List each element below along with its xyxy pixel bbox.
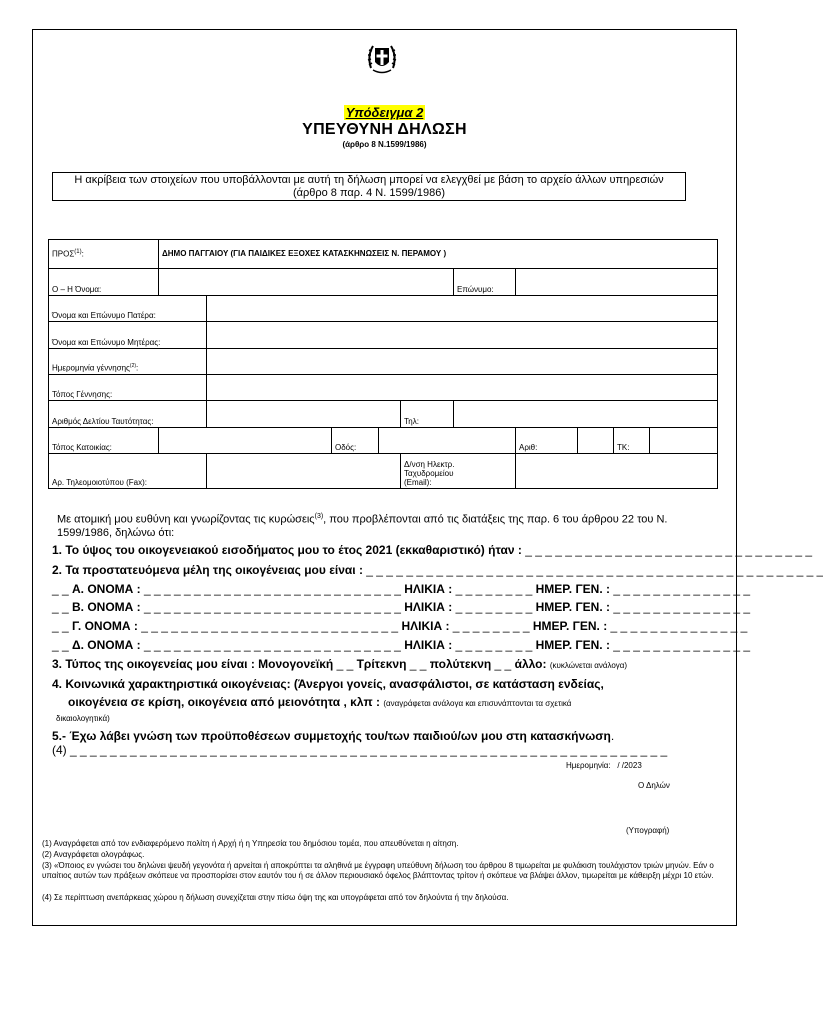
number-field[interactable] <box>578 428 614 454</box>
id-field[interactable] <box>207 401 401 428</box>
mother-label: Όνομα και Επώνυμο Μητέρας: <box>49 322 207 349</box>
notice-line-2: (άρθρο 8 παρ. 4 Ν. 1599/1986) <box>292 187 446 199</box>
declaration-intro: Με ατομική μου ευθύνη και γνωρίζοντας τις κυρώσεις$^{(3)}$, που προβλέπονται από τις διατάξεις της παρ. 6 του άρθρου 22 του Ν. 1599/1986, δηλώνω ότι: <box>57 513 668 539</box>
id-label: Αριθμός Δελτίου Ταυτότητας: <box>49 401 207 428</box>
zip-label: ΤΚ: <box>614 428 650 454</box>
greek-coat-of-arms-icon <box>365 40 399 76</box>
footnote-1: (1) Αναγράφεται από τον ενδιαφερόμενο πολίτη ή Αρχή ή η Υπηρεσία του δημόσιου τομέα, που απευθύνεται η αίτηση. <box>42 839 459 848</box>
template-hint: Υπόδειγμα 2 <box>345 105 424 120</box>
item-social-line-1: 4. Κοινωνικά χαρακτηριστικά οικογένειας: (Άνεργοι γονείς, ανασφάλιστοι, σε κατάσταση ενδείας, <box>52 677 604 691</box>
surname-field[interactable] <box>516 269 718 296</box>
residence-field[interactable] <box>159 428 332 454</box>
item-social-note: δικαιολογητικά) <box>56 714 110 723</box>
to-label: ΠΡΟΣ$^{(1)}$: <box>49 240 159 269</box>
name-label: Ο – Η Όνομα: <box>49 269 159 296</box>
birthplace-label: Τόπος Γέννησης: <box>49 375 207 401</box>
member-row-d[interactable]: _ _ Δ. ΟΝΟΜΑ : _ _ _ _ _ _ _ _ _ _ _ _ _ _ _ _ _ _ _ _ _ _ _ _ _ _ ΗΛΙΚΙΑ : _ _ _ _ _ _ _ _ ΗΜΕΡ. ΓΕΝ. : _ _ _ _ _ _ _ _ _ _ _ _ _ _ <box>52 638 751 652</box>
number-label: Αριθ: <box>516 428 578 454</box>
item-income[interactable]: 1. Το ύψος του οικογενειακού εισοδήματος μου το έτος 2021 (εκκαθαριστικό) ήταν : _ _ _ _ _ _ _ _ _ _ _ _ _ _ _ _ _ _ _ _ _ _ _ _ _ _ _ _ _ <box>52 543 813 557</box>
residence-label: Τόπος Κατοικίας: <box>49 428 159 454</box>
page-title: ΥΠΕΥΘΥΝΗ ΔΗΛΩΣΗ <box>302 121 467 138</box>
signature-label: (Υπογραφή) <box>626 826 670 835</box>
footnote-3: (3) «Όποιος εν γνώσει του δηλώνει ψευδή γεγονότα ή αρνείται ή αποκρύπτει τα αληθινά με έγγραφη υπεύθυνη δήλωση του άρθρου 8 τιμωρείται με φυλάκιση τουλάχιστον τριών μηνών. Εάν ο υπαίτιος αυτών των πράξεων σκόπευε να προσπορίσει στον εαυτόν του ή σε άλλον περιουσιακό όφελος βλάπτοντας τρίτον ή σκόπευε να βλάψει άλλον, τιμωρείται με κάθειρξη μέχρι 10 ετών. <box>42 861 714 880</box>
member-row-a[interactable]: _ _ Α. ΟΝΟΜΑ : _ _ _ _ _ _ _ _ _ _ _ _ _ _ _ _ _ _ _ _ _ _ _ _ _ _ ΗΛΙΚΙΑ : _ _ _ _ _ _ _ _ ΗΜΕΡ. ΓΕΝ. : _ _ _ _ _ _ _ _ _ _ _ _ _ _ <box>52 582 751 596</box>
footnote-2: (2) Αναγράφεται ολογράφως. <box>42 850 145 859</box>
page-subtitle: (άρθρο 8 Ν.1599/1986) <box>342 140 427 149</box>
item-members: 2. Τα προστατευόμενα μέλη της οικογένειας μου είναι : _ _ _ _ _ _ _ _ _ _ _ _ _ _ _ _ _ _ _ _ _ _ _ _ _ _ _ _ _ _ _ _ _ _ _ _ _ _ _ _ _ _ _ _ _ _ <box>52 563 823 577</box>
footnote-4: (4) Σε περίπτωση ανεπάρκειας χώρου η δήλωση συνεχίζεται στην πίσω όψη της και υπογράφεται από τον δηλούντα ή την δηλούσα. <box>42 893 509 902</box>
zip-field[interactable] <box>650 428 718 454</box>
member-row-c[interactable]: _ _ Γ. ΟΝΟΜΑ : _ _ _ _ _ _ _ _ _ _ _ _ _ _ _ _ _ _ _ _ _ _ _ _ _ _ ΗΛΙΚΙΑ : _ _ _ _ _ _ _ _ ΗΜΕΡ. ΓΕΝ. : _ _ _ _ _ _ _ _ _ _ _ _ _ _ <box>52 619 748 633</box>
street-label: Οδός: <box>332 428 379 454</box>
street-field[interactable] <box>379 428 516 454</box>
surname-label: Επώνυμο: <box>454 269 516 296</box>
personal-details-form <box>48 239 718 489</box>
birthplace-field[interactable] <box>207 375 718 401</box>
declarant-label: Ο Δηλών <box>638 781 670 790</box>
father-label: Όνομα και Επώνυμο Πατέρα: <box>49 296 207 322</box>
date-field[interactable]: Ημερομηνία: / /2023 <box>566 761 642 770</box>
item-acknowledgement-ref: (4) _ _ _ _ _ _ _ _ _ _ _ _ _ _ _ _ _ _ _ _ _ _ _ _ _ _ _ _ _ _ _ _ _ _ _ _ _ _ _ _ _ _ _ _ _ _ _ _ _ _ _ _ _ _ _ _ _ _ _ _ <box>52 743 668 757</box>
father-field[interactable] <box>207 296 718 322</box>
fax-field[interactable] <box>207 454 401 489</box>
name-field[interactable] <box>159 269 454 296</box>
item-social-line-2[interactable]: οικογένεια σε κρίση, οικογένεια από μειονότητα , κλπ : (αναγράφεται ανάλογα και επισυνάπτονται τα σχετικά <box>68 695 572 709</box>
verification-notice <box>52 172 686 201</box>
mother-field[interactable] <box>207 322 718 349</box>
birthdate-label: Ημερομηνία γέννησης$^{(2)}$: <box>49 349 207 375</box>
item-family-type[interactable]: 3. Τύπος της οικογενείας μου είναι : Μονογονεϊκή _ _ Τρίτεκνη _ _ πολύτεκνη _ _ άλλο: (κυκλώνεται ανάλογα) <box>52 657 628 671</box>
member-row-b[interactable]: _ _ Β. ΟΝΟΜΑ : _ _ _ _ _ _ _ _ _ _ _ _ _ _ _ _ _ _ _ _ _ _ _ _ _ _ ΗΛΙΚΙΑ : _ _ _ _ _ _ _ _ ΗΜΕΡ. ΓΕΝ. : _ _ _ _ _ _ _ _ _ _ _ _ _ _ <box>52 600 751 614</box>
item-acknowledgement: 5.- Έχω λάβει γνώση των προϋποθέσεων συμμετοχής του/των παιδιού/ων μου στη κατασκήνωση. <box>52 729 615 743</box>
notice-line-1: Η ακρίβεια των στοιχείων που υποβάλλονται με αυτή τη δήλωση μπορεί να ελεγχθεί με βάση το αρχείο άλλων υπηρεσιών <box>74 174 664 186</box>
email-field[interactable] <box>516 454 718 489</box>
to-value[interactable]: ΔΗΜΟ ΠΑΓΓΑΙΟΥ (ΓΙΑ ΠΑΙΔΙΚΕΣ ΕΞΟΧΕΣ ΚΑΤΑΣΚΗΝΩΣΕΙΣ Ν. ΠΕΡΑΜΟΥ ) <box>159 240 718 269</box>
fax-label: Αρ. Τηλεομοιοτύπου (Fax): <box>49 454 207 489</box>
birthdate-field[interactable] <box>207 349 718 375</box>
phone-field[interactable] <box>454 401 718 428</box>
email-label: Δ/νση Ηλεκτρ. Ταχυδρομείου (Email): <box>401 454 516 489</box>
phone-label: Τηλ: <box>401 401 454 428</box>
